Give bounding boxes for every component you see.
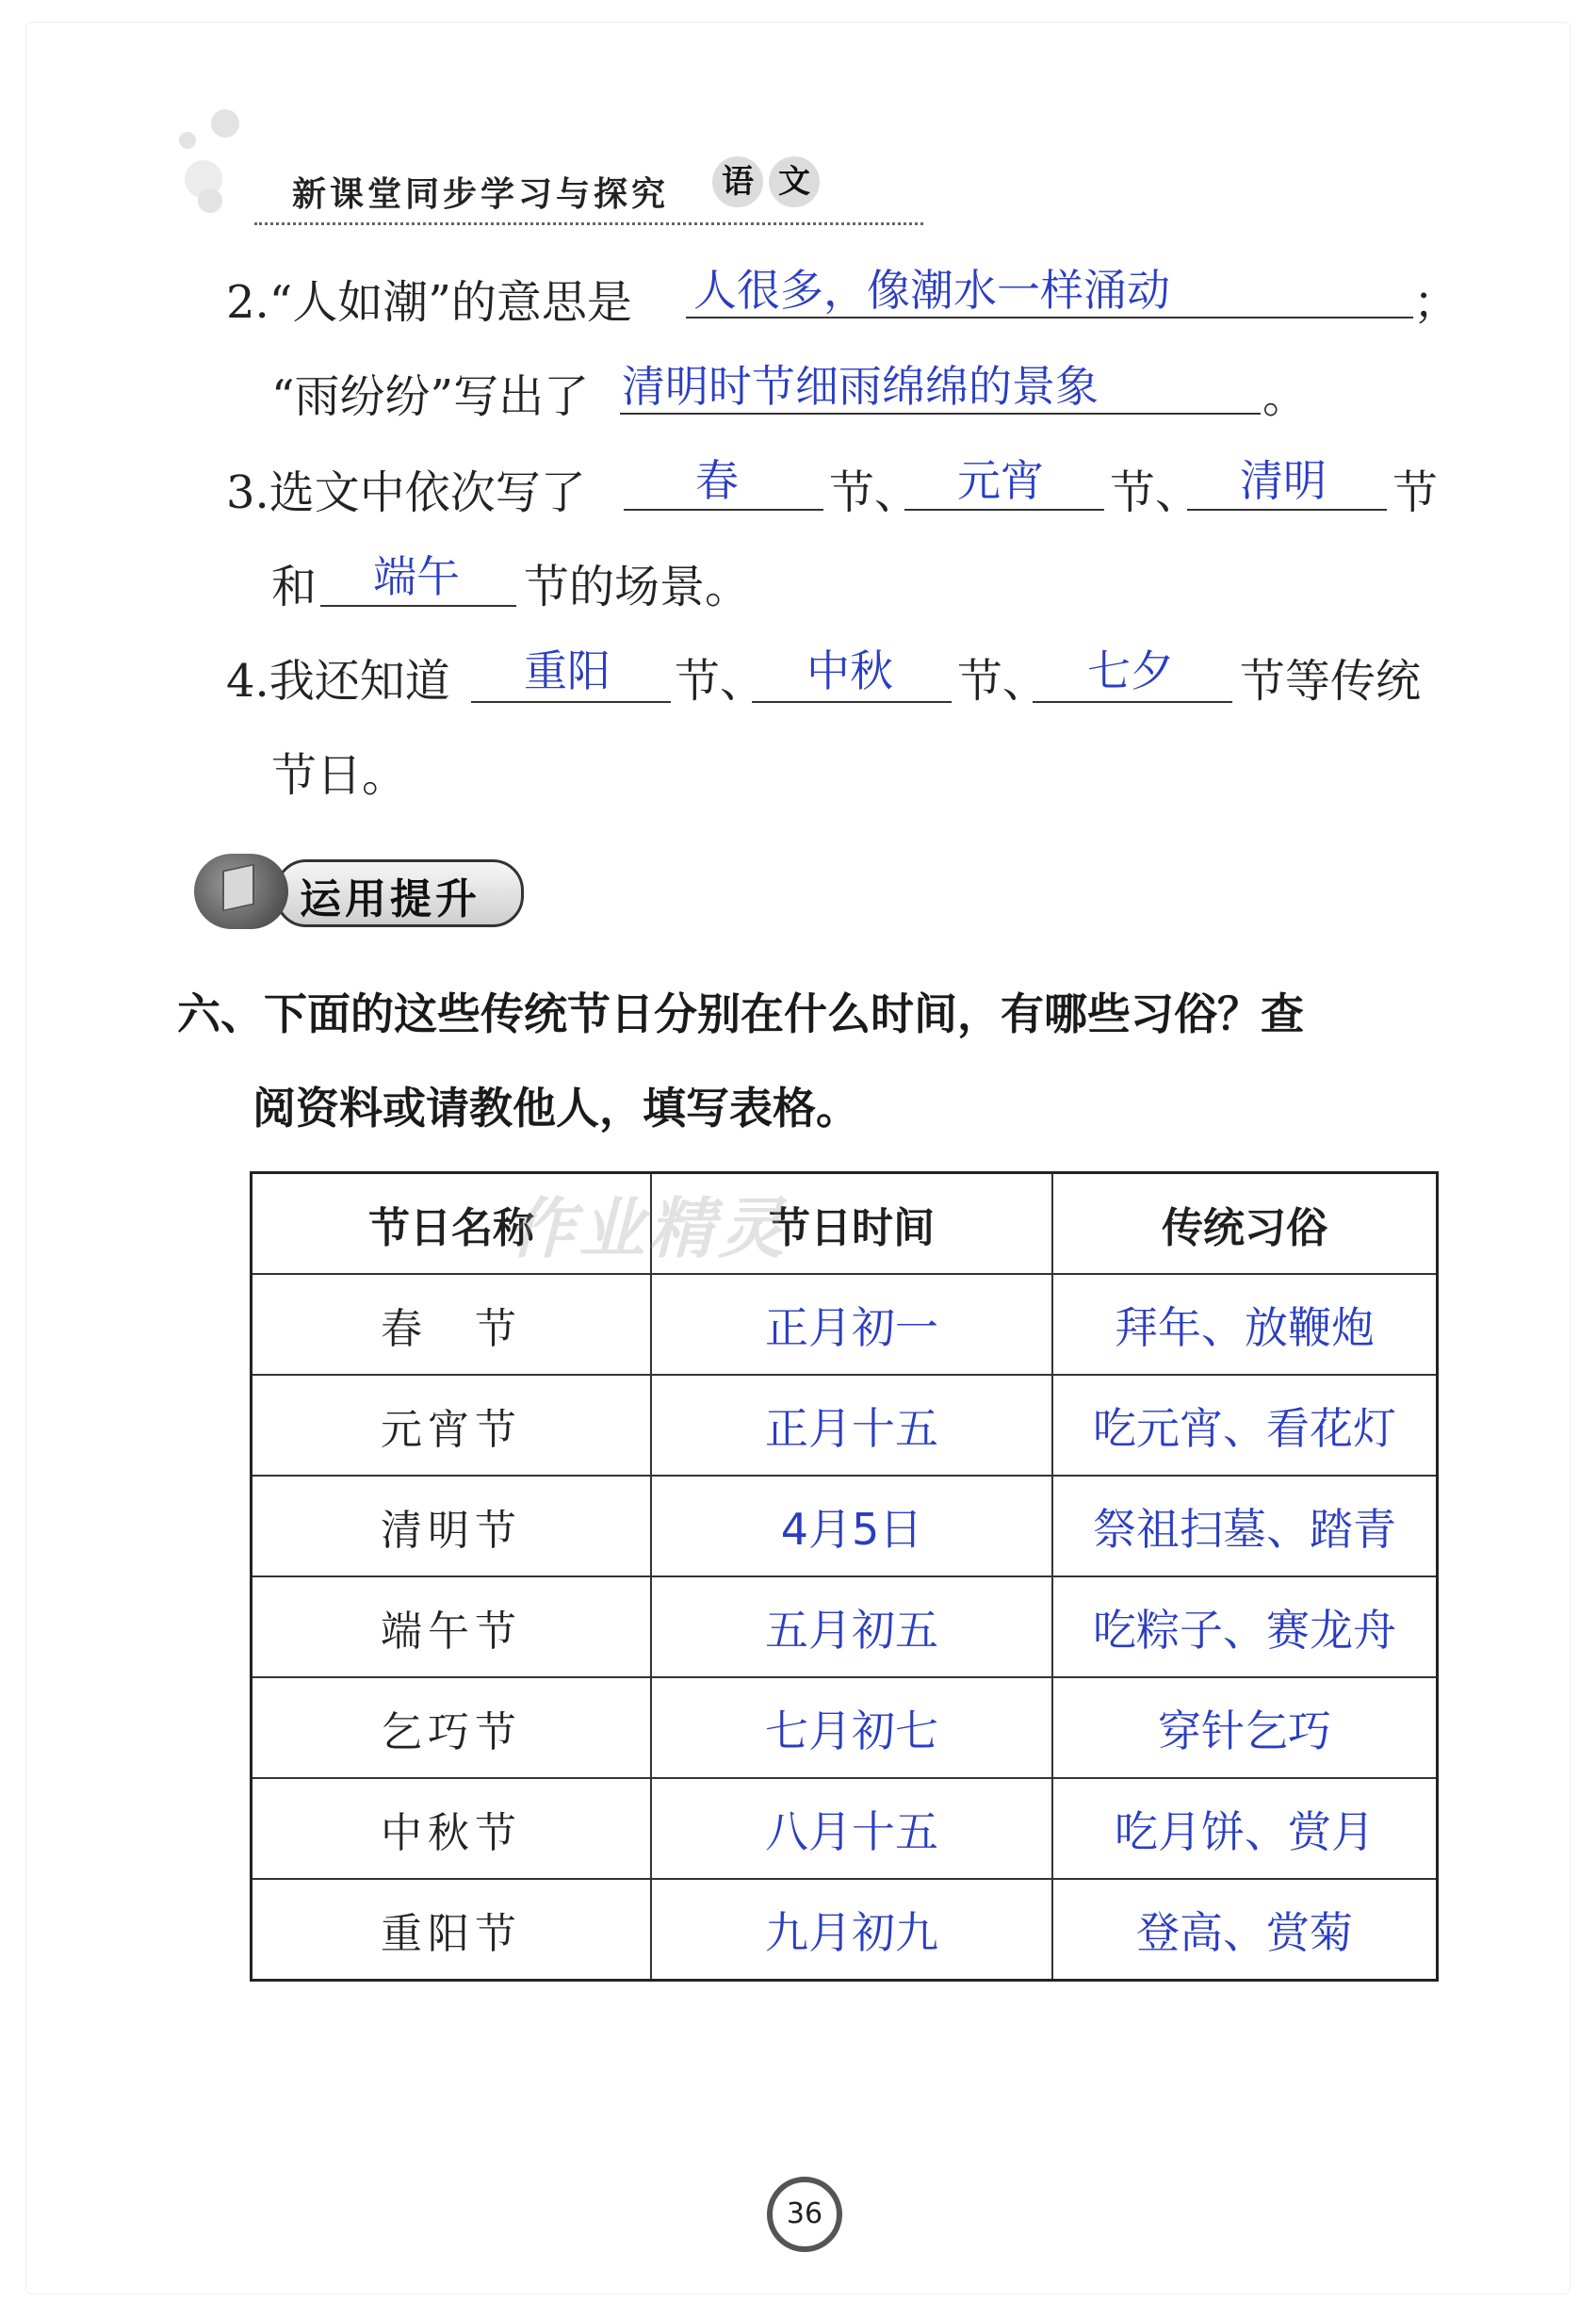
q3-answer-2: 元宵: [957, 455, 1044, 506]
festival-name: 重阳节: [252, 1879, 652, 1981]
q6-line1: 六、下面的这些传统节日分别在什么时间，有哪些习俗？查: [177, 988, 1304, 1039]
watermark: 作业精灵: [509, 1190, 788, 1267]
q4-answer-2: 中秋: [806, 645, 893, 696]
section-badge: [188, 848, 528, 933]
festival-customs: 拜年、放鞭炮: [1052, 1274, 1438, 1375]
festival-table: [250, 1171, 1439, 1982]
q3-line2-suffix: 节的场景。: [524, 561, 751, 613]
festival-customs: 吃元宵、看花灯: [1052, 1375, 1438, 1476]
answer-blank: [320, 605, 516, 607]
subject-badge: 文: [769, 156, 820, 207]
q3-answer-4: 端午: [373, 551, 460, 602]
subject-badge: 语: [712, 156, 763, 207]
table-row: [252, 1677, 1438, 1778]
table-row: [252, 1476, 1438, 1576]
festival-customs: 祭祖扫墓、踏青: [1052, 1476, 1438, 1576]
q3-sep: 节、: [829, 466, 920, 519]
table-row: [252, 1274, 1438, 1375]
festival-date: 4月5日: [651, 1476, 1052, 1576]
answer-blank: [904, 509, 1104, 511]
q3-sep: 节、: [1110, 466, 1201, 519]
festival-customs: 登高、赏菊: [1052, 1879, 1438, 1981]
festival-date: 正月十五: [651, 1375, 1052, 1476]
q3-last-sep: 节: [1392, 466, 1439, 519]
festival-customs: 穿针乞巧: [1052, 1677, 1438, 1778]
q4-answer-3: 七夕: [1087, 645, 1174, 696]
q3-line2-prefix: 和: [271, 561, 318, 613]
column-header-time: 节日时间: [651, 1173, 1052, 1275]
header-decoration: [198, 188, 222, 213]
festival-customs: 吃粽子、赛龙舟: [1052, 1576, 1438, 1677]
festival-date: 五月初五: [651, 1576, 1052, 1677]
answer-blank: [752, 701, 952, 703]
table-row: [252, 1576, 1438, 1677]
festival-name: 元宵节: [252, 1375, 652, 1476]
q3-prefix: 3.选文中依次写了: [226, 466, 586, 519]
festival-name: 中秋节: [252, 1778, 652, 1879]
q2-answer-2: 清明时节细雨绵绵的景象: [622, 361, 1099, 412]
q4-prefix: 4.我还知道: [226, 655, 450, 708]
q4-sep: 节、: [957, 655, 1049, 708]
festival-name: 清明节: [252, 1476, 652, 1576]
festival-name: 春 节: [252, 1274, 652, 1375]
answer-blank: [624, 509, 823, 511]
header-divider: [254, 222, 923, 225]
festival-name: 端午节: [252, 1576, 652, 1677]
table-row: [252, 1879, 1438, 1981]
page-number: 36: [767, 2177, 842, 2252]
answer-blank: [1033, 701, 1232, 703]
column-header-name: 节日名称: [252, 1173, 652, 1275]
q2-prefix: 2.“人如潮”的意思是: [226, 276, 632, 329]
book-title: 新课堂同步学习与探究: [292, 174, 670, 214]
festival-date: 九月初九: [651, 1879, 1052, 1981]
q6-line2: 阅资料或请教他人，填写表格。: [252, 1083, 859, 1134]
q3-answer-1: 春: [695, 455, 739, 506]
festival-date: 正月初一: [651, 1274, 1052, 1375]
stairs-icon: [194, 854, 288, 929]
q4-sep: 节、: [675, 655, 766, 708]
q2-prefix-2: “雨纷纷”写出了: [271, 370, 590, 423]
q4-answer-1: 重阳: [524, 645, 611, 696]
table-header-row: [252, 1173, 1438, 1275]
q2-end-1: ；: [1413, 276, 1459, 329]
q4-line2: 节日。: [271, 749, 408, 802]
table-row: [252, 1375, 1438, 1476]
header-decoration: [179, 132, 196, 149]
q4-suffix: 节等传统: [1240, 655, 1422, 708]
q2-end-2: 。: [1262, 370, 1309, 423]
column-header-customs: 传统习俗: [1052, 1173, 1438, 1275]
table-row: [252, 1778, 1438, 1879]
q3-answer-3: 清明: [1240, 455, 1327, 506]
q2-answer-1: 人很多，像潮水一样涌动: [693, 265, 1170, 316]
festival-date: 七月初七: [651, 1677, 1052, 1778]
section-badge-label: 运用提升: [300, 875, 480, 923]
answer-blank: [1187, 509, 1387, 511]
festival-customs: 吃月饼、赏月: [1052, 1778, 1438, 1879]
header-decoration: [211, 109, 239, 138]
festival-name: 乞巧节: [252, 1677, 652, 1778]
festival-date: 八月十五: [651, 1778, 1052, 1879]
answer-blank: [471, 701, 671, 703]
